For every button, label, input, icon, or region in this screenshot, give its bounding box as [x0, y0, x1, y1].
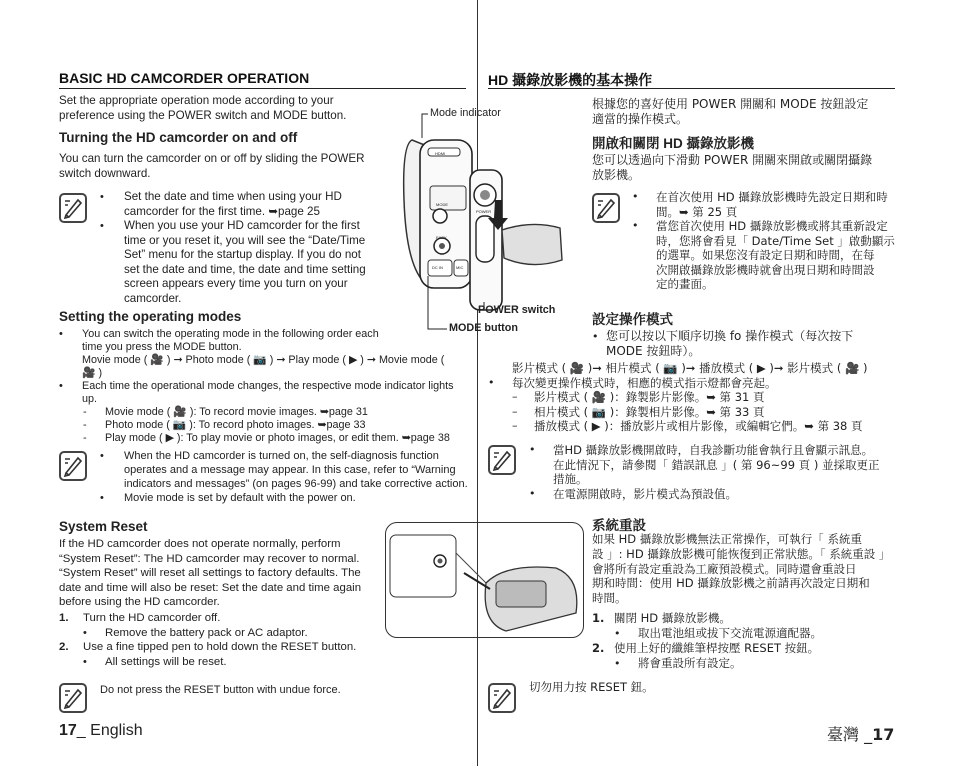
- power-switch-label: POWER switch: [478, 304, 556, 316]
- reset-text: If the HD camcorder does not operate normally, perform “System Reset”: The HD camcorder may recover to normal. “System Reset” will reset all settings to factory defaults. The date and time will also be reset: Set the date and time again before using the HD camcorder.: [59, 538, 362, 608]
- onoff-notes-zh: • 在首次使用 HD 攝錄放影機時先設定日期和時 間。➥ 第 25 頁 • 當您首次使用 HD 攝錄放影機或將其重新設定 時，您將會看見「 Date/Time Set 」啟動顯示 的選單。如果您沒有設定日期和時間，在每 次開啟攝錄放影機時就會出現日期和時間設 定的畫面。: [632, 190, 895, 291]
- intro-text: Set the appropriate operation mode according to your preference using the POWER switch and MODE button.: [59, 94, 347, 122]
- cam-label-easy: EASY: [436, 235, 447, 240]
- note-icon: [592, 193, 620, 223]
- cam-label-mode: MODE: [436, 202, 448, 207]
- note-icon: [488, 683, 516, 713]
- heading-operating-modes: Setting the operating modes: [59, 309, 242, 324]
- mode-list-zh: 影片模式 ( 🎥 )➞ 相片模式 ( 📷 )➞ 播放模式 ( ▶ )➞ 影片模式 ( 🎥 ) • 每次變更操作模式時，相應的模式指示燈都會亮起。 – 影片模式 ( 🎥 )：錄製影片影像。➥ 第 31 頁 – 相片模式 ( 📷 )：錄製相片影像。➥ 第 33 頁 – 播放模式 ( ▶ )：播放影片或相片影像，或編輯它們。➥ 第 38 頁: [488, 361, 898, 434]
- intro-text-zh: 根據您的喜好使用 POWER 開關和 MODE 按鈕設定 適當的操作模式。: [592, 97, 869, 126]
- reset-steps: 1. Turn the HD camcorder off. • Remove the battery pack or AC adaptor. 2. Use a fine tipped pen to hold down the RESET button. • All settings will be reset.: [59, 612, 357, 668]
- mode-sequence-zh: 影片模式 ( 🎥 )➞ 相片模式 ( 📷 )➞ 播放模式 ( ▶ )➞ 影片模式 ( 🎥 ): [512, 361, 868, 375]
- mode-button-label: MODE button: [449, 322, 518, 334]
- section-rule: [59, 88, 466, 89]
- camcorder-figure: [392, 100, 570, 346]
- heading-turn-on-off-zh: 開啟和關閉 HD 攝錄放影機: [592, 136, 754, 151]
- note-icon: [488, 445, 516, 475]
- section-title-zh: HD 攝錄放影機的基本操作: [488, 72, 653, 88]
- reset-note: Do not press the RESET button with undue force.: [100, 684, 341, 696]
- reset-figure: [385, 522, 584, 638]
- mode-notes: • When the HD camcorder is turned on, the self-diagnosis function operates and a message may appear. In this case, refer to “Warning indicators and messages” (on pages 96-99) and take corrective action. • Movie mode is set by default with the power on.: [100, 450, 468, 504]
- mode-list: • You can switch the operating mode in the following order each time you press the MODE button. Movie mode ( 🎥 ) ➞ Photo mode ( 📷 ) ➞ Play mode ( ▶ ) ➞ Movie mode ( 🎥 ) • Each time the operational mode changes, the respective mode indicator lights up. - Movie mode ( 🎥 ): To record movie images. ➥page 31 - Photo mode ( 📷 ): To record photo images. ➥page 33 - Play mode ( ▶ ): To play movie or photo images, or edit them. ➥page 38: [59, 328, 459, 445]
- footer-page-zh: 臺灣 _17: [827, 725, 895, 744]
- note-icon: [59, 193, 87, 223]
- mode-indicator-label: Mode indicator: [430, 107, 501, 119]
- cam-label-hdmi: HDMI: [435, 151, 446, 156]
- footer-page-en: 17_ English: [59, 722, 143, 739]
- onoff-text: You can turn the camcorder on or off by sliding the POWER switch downward.: [59, 152, 365, 180]
- cam-label-dcin: DC IN: [432, 265, 443, 270]
- heading-operating-modes-zh: 設定操作模式: [592, 312, 673, 327]
- onoff-notes: • Set the date and time when using your HD camcorder for the first time. ➥page 25 • When you use your HD camcorder for the first time or you reset it, you will see the “Date/Time Set” menu for the startup display. If you do not set the date and time, the date and time setting screen appears every time you turn on your camcorder.: [100, 190, 366, 305]
- section-title-en: BASIC HD CAMCORDER OPERATION: [59, 70, 310, 86]
- reset-steps-zh: 1. 關閉 HD 攝錄放影機。 • 取出電池組或拔下交流電源適配器。 2. 使用上好的纖維筆桿按壓 RESET 按鈕。 • 將會重設所有設定。: [592, 611, 822, 670]
- mode-sequence: Movie mode ( 🎥 ) ➞ Photo mode ( 📷 ) ➞ Play mode ( ▶ ) ➞ Movie mode ( 🎥 ): [82, 354, 445, 379]
- mode-notes-zh: • 當HD 攝錄放影機開啟時，自我診斷功能會執行且會顯示訊息。 在此情況下，請參閱「 錯誤訊息 」( 第 96~99 頁 ) 並採取更正 措施。 • 在電源開啟時，影片模式為預設值。: [529, 443, 880, 501]
- cam-label-mic: MIC: [456, 265, 464, 270]
- note-icon: [59, 451, 87, 481]
- reset-note-zh: 切勿用力按 RESET 鈕。: [529, 680, 654, 694]
- note-icon: [59, 683, 87, 713]
- heading-system-reset-zh: 系統重設: [592, 518, 646, 533]
- heading-system-reset: System Reset: [59, 519, 148, 534]
- section-rule: [488, 88, 895, 89]
- onoff-text-zh: 您可以透過向下滑動 POWER 開關來開啟或關閉攝錄 放影機。: [592, 153, 873, 182]
- mode-b1-zh: • 您可以按以下順序切換 fo 操作模式（每次按下 MODE 按鈕時）。: [592, 329, 854, 358]
- cam-label-power: POWER: [476, 209, 492, 214]
- heading-turn-on-off: Turning the HD camcorder on and off: [59, 130, 298, 145]
- reset-text-zh: 如果 HD 攝錄放影機無法正常操作，可執行「 系統重 設 」: HD 攝錄放影機可能恢復到正常狀態。「 系統重設 」 會將所有設定重設為工廠預設模式。同時還會重設日 期和時間：使用 HD 攝錄放影機之前請再次設定日期和 時間。: [592, 532, 891, 606]
